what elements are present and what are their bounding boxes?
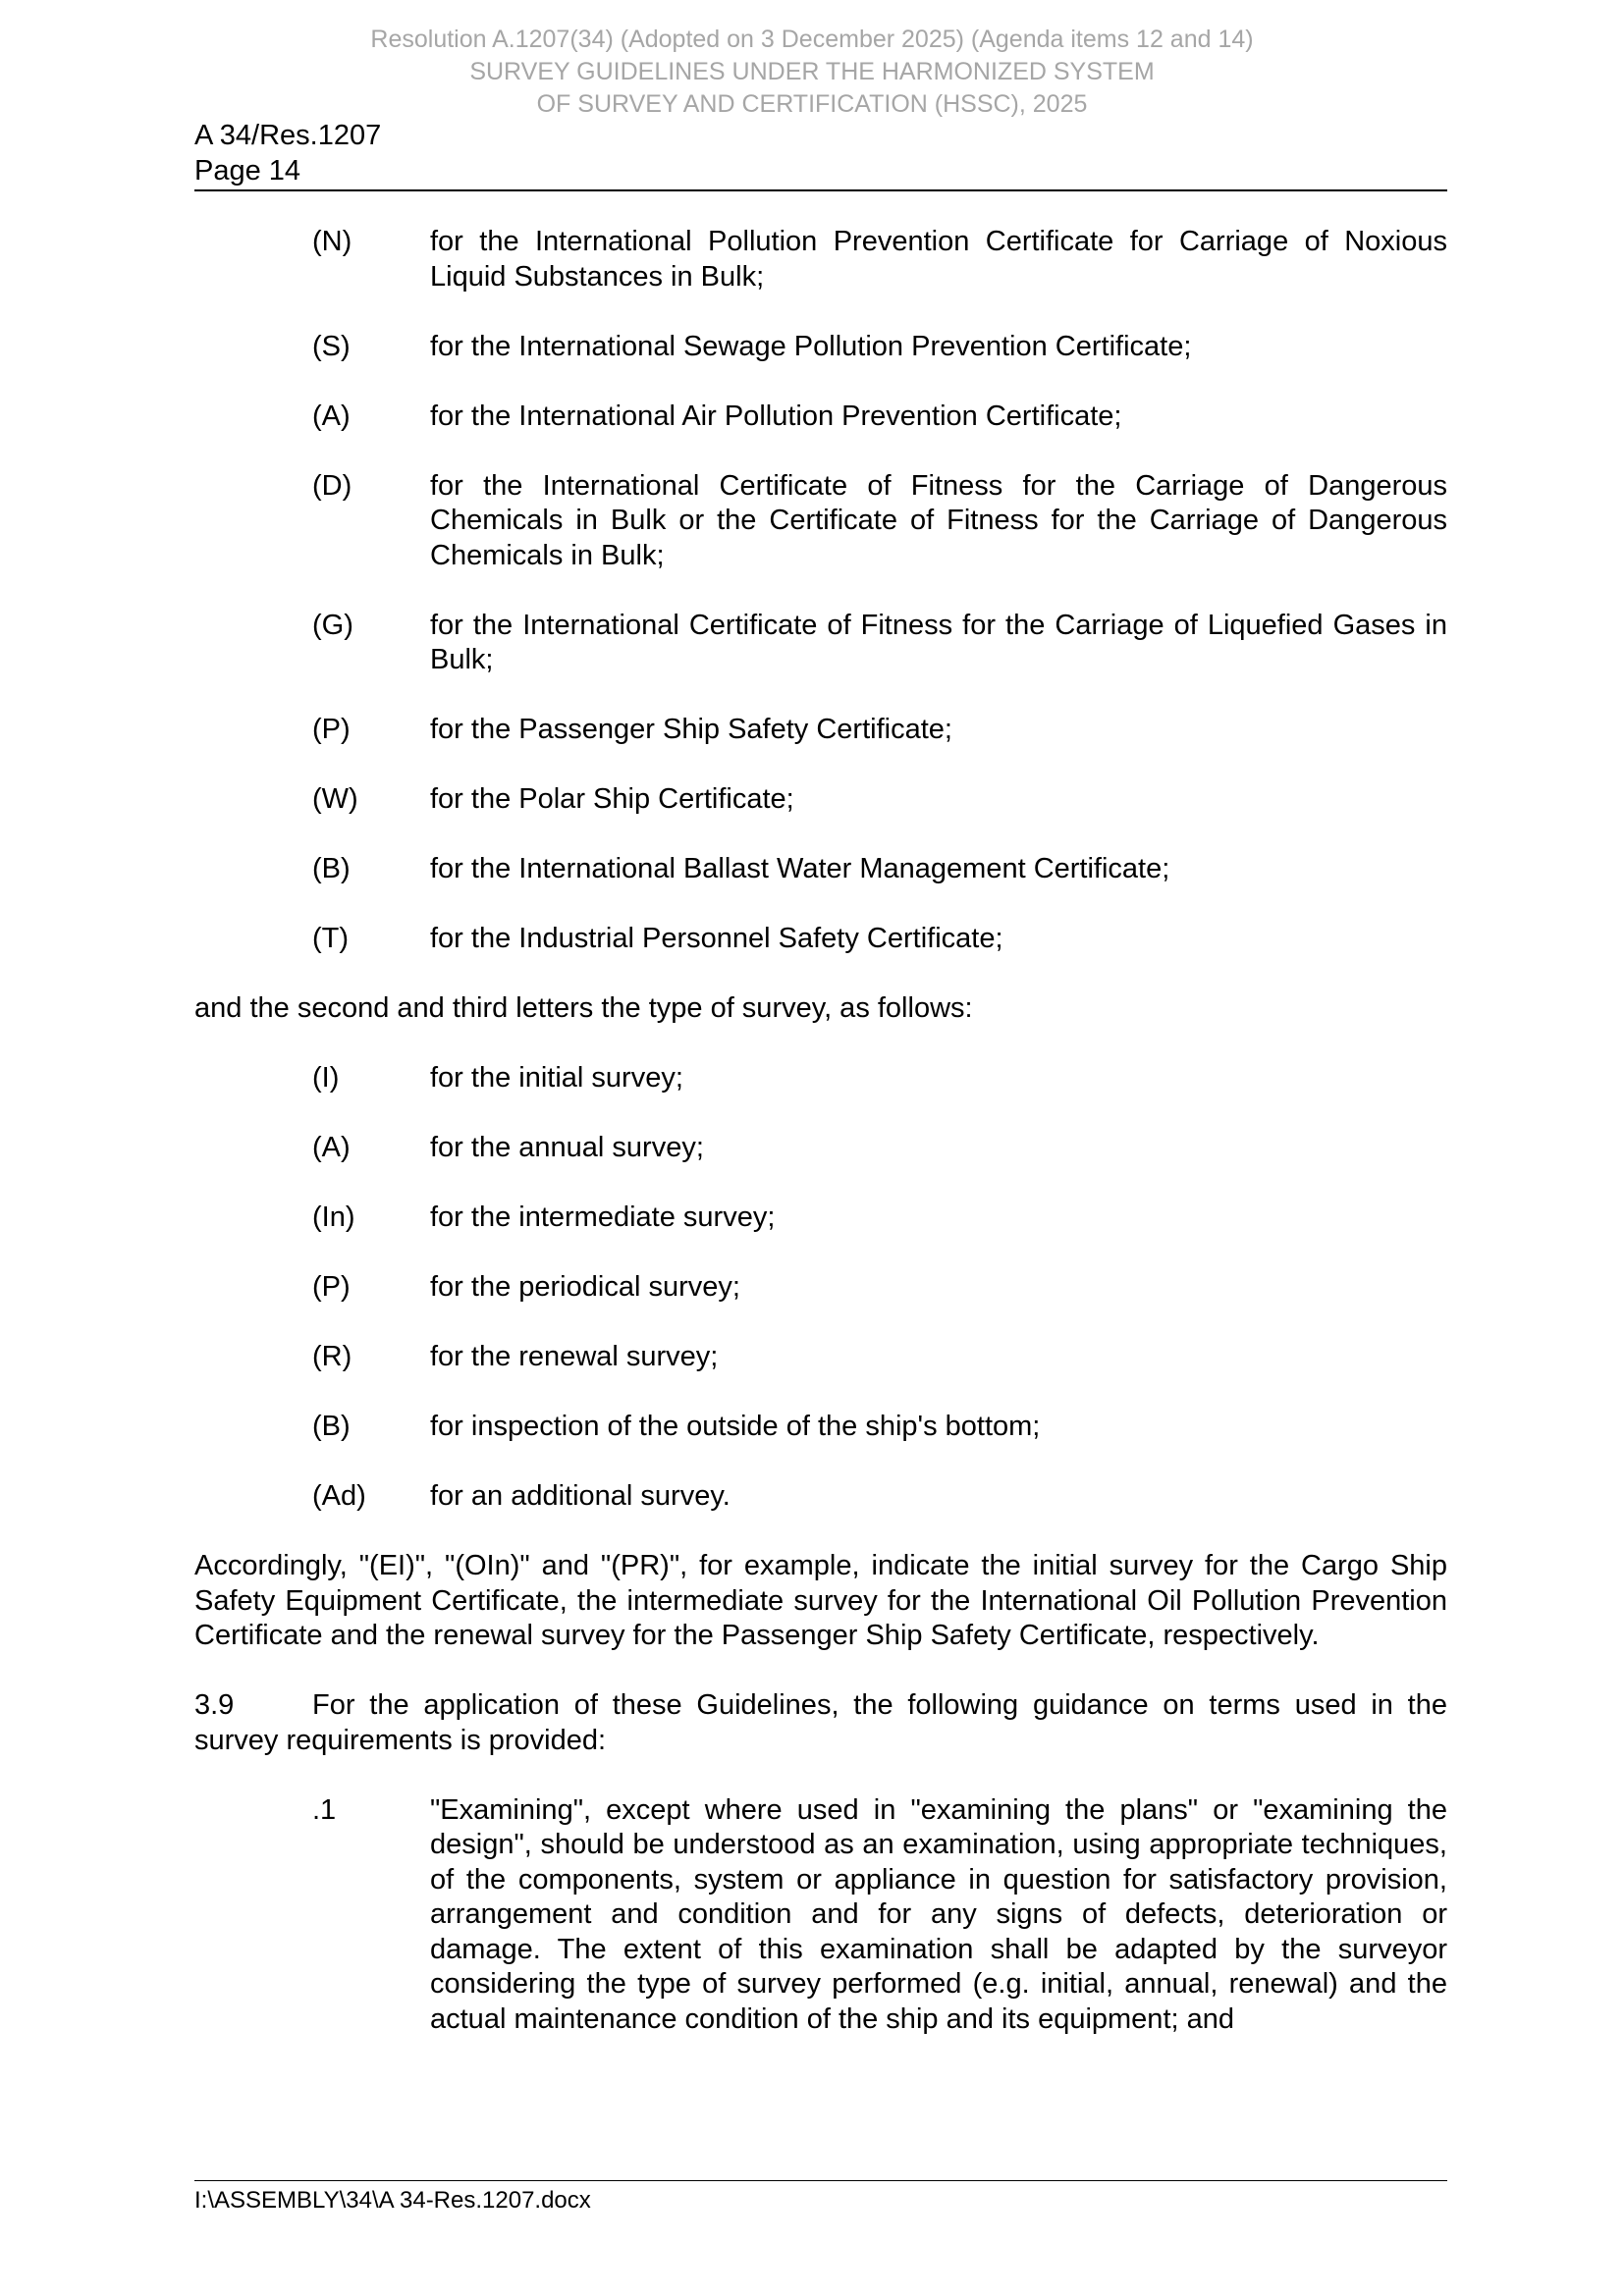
document-reference: [194, 118, 381, 188]
certificate-letter-item-text: for the Polar Ship Certificate;: [430, 783, 794, 815]
survey-letter-item-text: for the annual survey;: [430, 1132, 704, 1163]
certificate-letter-item-label: (B): [312, 853, 351, 884]
certificate-letter-item-text: for the International Certificate of Fitness for the Carriage of Dangerous Chemicals in Bulk or the Certificate of Fitness for the Carriage of Dangerous Chemicals in Bulk;: [430, 469, 1447, 571]
survey-letter-item: [194, 1131, 1447, 1166]
survey-intro: and the second and third letters the type of survey, as follows:: [194, 992, 973, 1024]
certificate-letter-item: [194, 713, 1447, 748]
certificate-letter-item-label: (W): [312, 783, 358, 815]
survey-letter-item: [194, 1270, 1447, 1306]
certificate-letter-item: [194, 852, 1447, 887]
guidance-list: [194, 1793, 1447, 2038]
survey-letter-item-label: (A): [312, 1132, 351, 1163]
section-3-9: [194, 1688, 1447, 1758]
certificate-letter-item-text: for the International Sewage Pollution Prevention Certificate;: [430, 330, 1192, 362]
guidance-item-number: .1: [312, 1793, 337, 1826]
header-line-1: Resolution A.1207(34) (Adopted on 3 December 2025) (Agenda items 12 and 14): [370, 26, 1254, 53]
certificate-letter-item-label: (A): [312, 400, 351, 432]
certificate-letter-list: [194, 225, 1447, 957]
header-rule: [194, 189, 1447, 191]
certificate-letter-item: [194, 922, 1447, 957]
survey-letter-item-label: (R): [312, 1341, 352, 1372]
certificate-letter-item: [194, 782, 1447, 818]
survey-letter-list: [194, 1061, 1447, 1515]
survey-letter-item: [194, 1340, 1447, 1375]
survey-letter-item-text: for an additional survey.: [430, 1480, 731, 1512]
survey-letter-item-label: (B): [312, 1411, 351, 1442]
doc-ref: A 34/Res.1207: [194, 120, 382, 151]
survey-letter-item: [194, 1201, 1447, 1236]
certificate-letter-item-label: (N): [312, 226, 352, 257]
file-path-footer: I:\ASSEMBLY\34\A 34-Res.1207.docx: [194, 2187, 591, 2214]
certificate-letter-item-text: for the International Pollution Prevention Certificate for Carriage of Noxious Liquid Substances in Bulk;: [430, 226, 1447, 293]
resolution-header: [0, 24, 1624, 121]
certificate-letter-item: [194, 400, 1447, 435]
certificate-letter-item-text: for the International Certificate of Fitness for the Carriage of Liquefied Gases in Bulk;: [430, 609, 1447, 675]
section-text: For the application of these Guidelines, the following guidance on terms used in the survey requirements is provided:: [194, 1689, 1447, 1756]
survey-letter-item-text: for the initial survey;: [430, 1062, 683, 1094]
certificate-letter-item-text: for the Passenger Ship Safety Certificate;: [430, 714, 952, 745]
survey-letter-item-label: (In): [312, 1201, 355, 1233]
survey-letter-item: [194, 1061, 1447, 1096]
survey-letter-item-text: for the periodical survey;: [430, 1271, 740, 1303]
section-number: 3.9: [194, 1689, 235, 1721]
header-line-2: SURVEY GUIDELINES UNDER THE HARMONIZED SYSTEM: [469, 58, 1155, 85]
certificate-letter-item-text: for the International Air Pollution Prevention Certificate;: [430, 400, 1122, 432]
footer-rule: [194, 2180, 1447, 2181]
certificate-letter-item-label: (T): [312, 923, 350, 954]
certificate-letter-item-text: for the International Ballast Water Management Certificate;: [430, 853, 1170, 884]
survey-letter-item-label: (Ad): [312, 1480, 366, 1512]
guidance-item-label: [194, 1793, 430, 2038]
accordingly-paragraph: Accordingly, "(EI)", "(OIn)" and "(PR)", for example, indicate the initial survey for the Cargo Ship Safety Equipment Certificate, the intermediate survey for the International Oil Pollution Prevention Certificate and the renewal survey for the Passenger Ship Safety Certificate, respectively.: [194, 1550, 1447, 1651]
survey-letter-item: [194, 1410, 1447, 1445]
certificate-letter-item-label: (D): [312, 469, 352, 502]
certificate-letter-item: [194, 609, 1447, 678]
certificate-letter-item-label: (S): [312, 330, 351, 362]
document-body: [194, 225, 1447, 2072]
guidance-item-text: "Examining", except where used in "examining the plans" or "examining the design", should be understood as an examination, using appropriate techniques, of the components, system or appliance in question for satisfactory provision, arrangement and condition and for any signs of defects, deterioration or damage. The extent of this examination shall be adapted by the surveyor considering the type of survey performed (e.g. initial, annual, renewal) and the actual maintenance condition of the ship and its equipment; and: [430, 1793, 1447, 2035]
certificate-letter-item-text: for the Industrial Personnel Safety Certificate;: [430, 923, 1003, 954]
survey-letter-item-label: (I): [312, 1062, 340, 1094]
certificate-letter-item-label: (P): [312, 714, 351, 745]
certificate-letter-item: [194, 469, 1447, 574]
page-number: Page 14: [194, 155, 301, 187]
certificate-letter-item: [194, 330, 1447, 365]
survey-letter-item: [194, 1479, 1447, 1515]
header-line-3: OF SURVEY AND CERTIFICATION (HSSC), 2025: [536, 90, 1088, 118]
survey-letter-item-label: (P): [312, 1271, 351, 1303]
survey-letter-item-text: for inspection of the outside of the ship's bottom;: [430, 1411, 1041, 1442]
certificate-letter-item: [194, 225, 1447, 294]
certificate-letter-item-label: (G): [312, 609, 353, 641]
survey-letter-item-text: for the intermediate survey;: [430, 1201, 776, 1233]
survey-letter-item-text: for the renewal survey;: [430, 1341, 719, 1372]
guidance-item: [194, 1793, 1447, 2038]
